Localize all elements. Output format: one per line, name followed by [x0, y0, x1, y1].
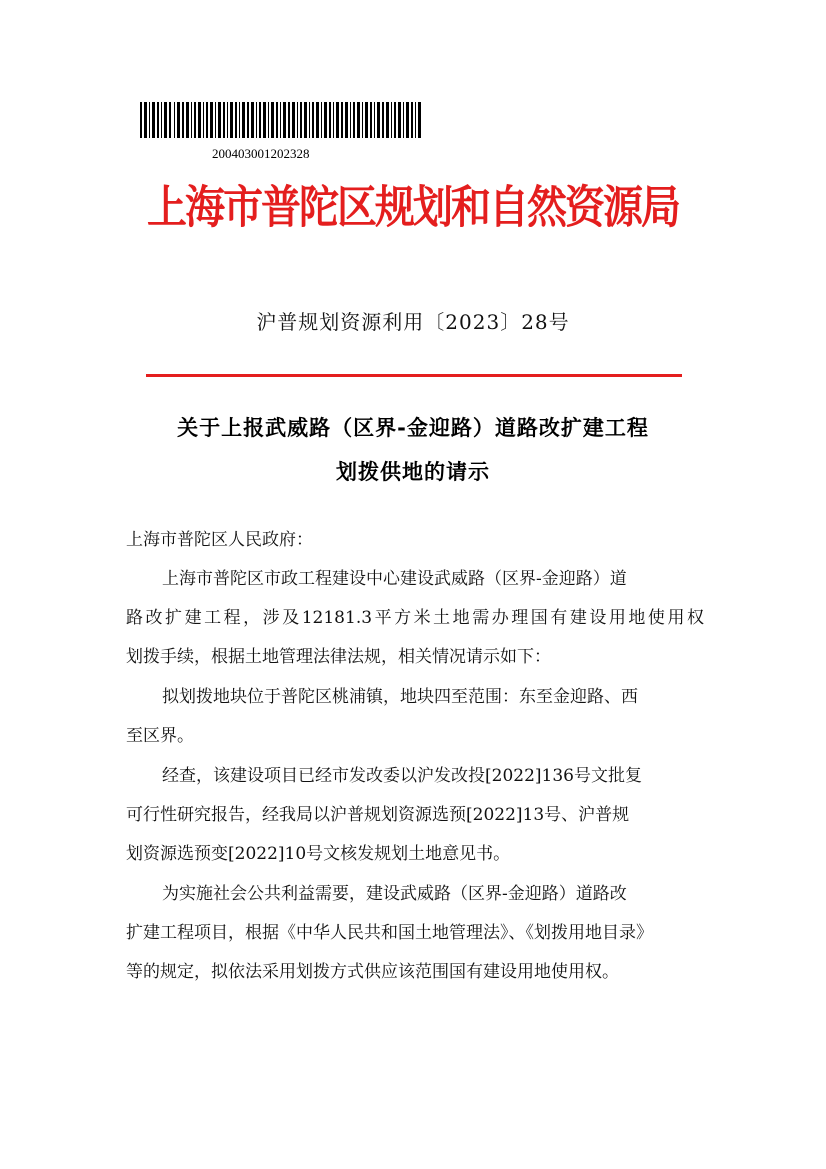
- subject-title-line-2: 划拨供地的请示: [336, 460, 490, 484]
- paragraph-1-line-2: 路改扩建工程，涉及12181.3平方米土地需办理国有建设用地使用权: [126, 608, 704, 628]
- subject-title-line-1: 关于上报武威路（区界-金迎路）道路改扩建工程: [177, 416, 649, 440]
- barcode: [140, 102, 422, 138]
- paragraph-1-line-1: 上海市普陀区市政工程建设中心建设武威路（区界-金迎路）道: [162, 569, 627, 589]
- barcode-number: 200403001202328: [212, 146, 310, 161]
- paragraph-4-line-1: 为实施社会公共利益需要，建设武威路（区界-金迎路）道路改: [162, 884, 627, 904]
- red-separator-line: [146, 374, 682, 377]
- paragraph-3-line-3: 划资源选预变[2022]10号文核发规划土地意见书。: [126, 844, 511, 864]
- paragraph-4-line-2: 扩建工程项目，根据《中华人民共和国土地管理法》、《划拨用地目录》: [126, 923, 653, 943]
- addressee-text: 上海市普陀区人民政府：: [126, 530, 313, 550]
- paragraph-2-line-1: 拟划拨地块位于普陀区桃浦镇，地块四至范围：东至金迎路、西: [162, 687, 638, 707]
- paragraph-4-line-3: 等的规定，拟依法采用划拨方式供应该范围国有建设用地使用权。: [126, 962, 619, 982]
- paragraph-1-line-3: 划拨手续，根据土地管理法律法规，相关情况请示如下：: [126, 647, 551, 667]
- issuing-organization: 上海市普陀区规划和自然资源局: [147, 180, 679, 234]
- paragraph-3-line-1: 经查，该建设项目已经市发改委以沪发改投[2022]136号文批复: [162, 766, 642, 786]
- paragraph-3-line-2: 可行性研究报告，经我局以沪普规划资源选预[2022]13号、沪普规: [126, 805, 630, 825]
- paragraph-2-line-2: 至区界。: [126, 726, 194, 746]
- document-number: 沪普规划资源利用〔2023〕28号: [256, 310, 570, 334]
